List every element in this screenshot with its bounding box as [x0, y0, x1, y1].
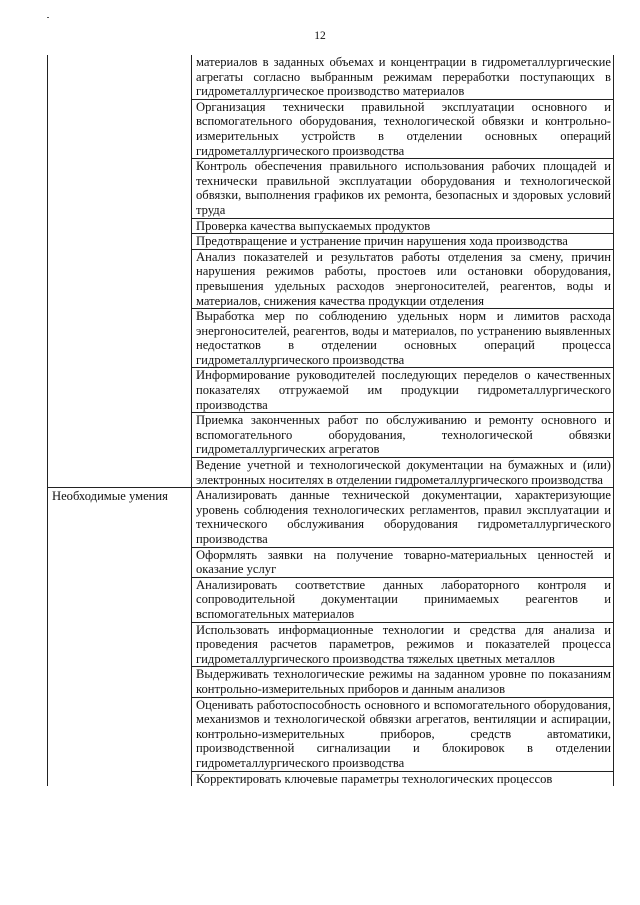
labor-action-cell: материалов в заданных объемах и концентрации в гидрометаллургические агрегаты согласно выбранным режимам переработки поступающих в гидрометаллургическое производство материалов	[192, 55, 614, 99]
table-row	[48, 55, 614, 99]
labor-action-cell: Проверка качества выпускаемых продуктов	[192, 218, 614, 234]
labor-action-cell: Контроль обеспечения правильного использования рабочих площадей и технически правильной эксплуатации оборудования и технологической обвязки, выполнения графиков их ремонта, безопасных и здоровых условий труда	[192, 159, 614, 218]
labor-action-cell: Предотвращение и устранение причин нарушения хода производства	[192, 234, 614, 250]
page-number: 12	[314, 30, 326, 42]
skill-cell: Оформлять заявки на получение товарно-материальных ценностей и оказание услуг	[192, 547, 614, 577]
skill-cell: Использовать информационные технологии и средства для анализа и проведения расчетов параметров, режимов и показателей процесса гидрометаллургического производства тяжелых цветных металлов	[192, 622, 614, 667]
skill-cell: Анализировать соответствие данных лабораторного контроля и сопроводительной документации принимаемых реагентов и вспомогательных материалов	[192, 577, 614, 622]
skill-cell: Оценивать работоспособность основного и вспомогательного оборудования, механизмов и технологической обвязки агрегатов, вентиляции и аспирации, контрольно-измерительных приборов, средств автоматики, производственной сигнализации и блокировок в отделении гидрометаллургического производства	[192, 697, 614, 771]
requirements-table	[47, 55, 614, 786]
labor-action-cell: Приемка законченных работ по обслуживанию и ремонту основного и вспомогательного оборудования, технологической обвязки гидрометаллургических агрегатов	[192, 413, 614, 458]
labor-action-cell: Информирование руководителей последующих переделов о качественных показателях отгружаемой им продукции гидрометаллургического производства	[192, 368, 614, 413]
labor-action-cell: Ведение учетной и технологической документации на бумажных и (или) электронных носителях в отделении гидрометаллургического производства	[192, 458, 614, 488]
labor-action-cell: Выработка мер по соблюдению удельных норм и лимитов расхода энергоносителей, реагентов, воды и материалов, по устранению выявленных недостатков в отделении основных операций процесса гидрометаллургического производства	[192, 309, 614, 368]
skill-cell: Корректировать ключевые параметры технологических процессов	[192, 771, 614, 786]
labor-action-cell: Организация технически правильной эксплуатации основного и вспомогательного оборудования, технологической обвязки и контрольно-измерительных устройств в отделении основных операций гидрометаллургического производства	[192, 99, 614, 158]
scan-mark	[47, 17, 49, 18]
skill-cell: Выдерживать технологические режимы на заданном уровне по показаниям контрольно-измерительных приборов и данным анализов	[192, 667, 614, 697]
table-row	[48, 488, 614, 547]
labor-action-cell: Анализ показателей и результатов работы отделения за смену, причин нарушения режимов работы, простоев или остановки оборудования, превышения удельных расходов энергоносителей, реагентов, воды и материалов, снижения качества продукции отделения	[192, 249, 614, 308]
skill-cell: Анализировать данные технической документации, характеризующие уровень соблюдения технологических регламентов, правил эксплуатации и технического обслуживания оборудования гидрометаллургического производства	[192, 488, 614, 547]
group-label-continued	[48, 55, 192, 488]
skills-label: Необходимые умения	[48, 488, 192, 786]
